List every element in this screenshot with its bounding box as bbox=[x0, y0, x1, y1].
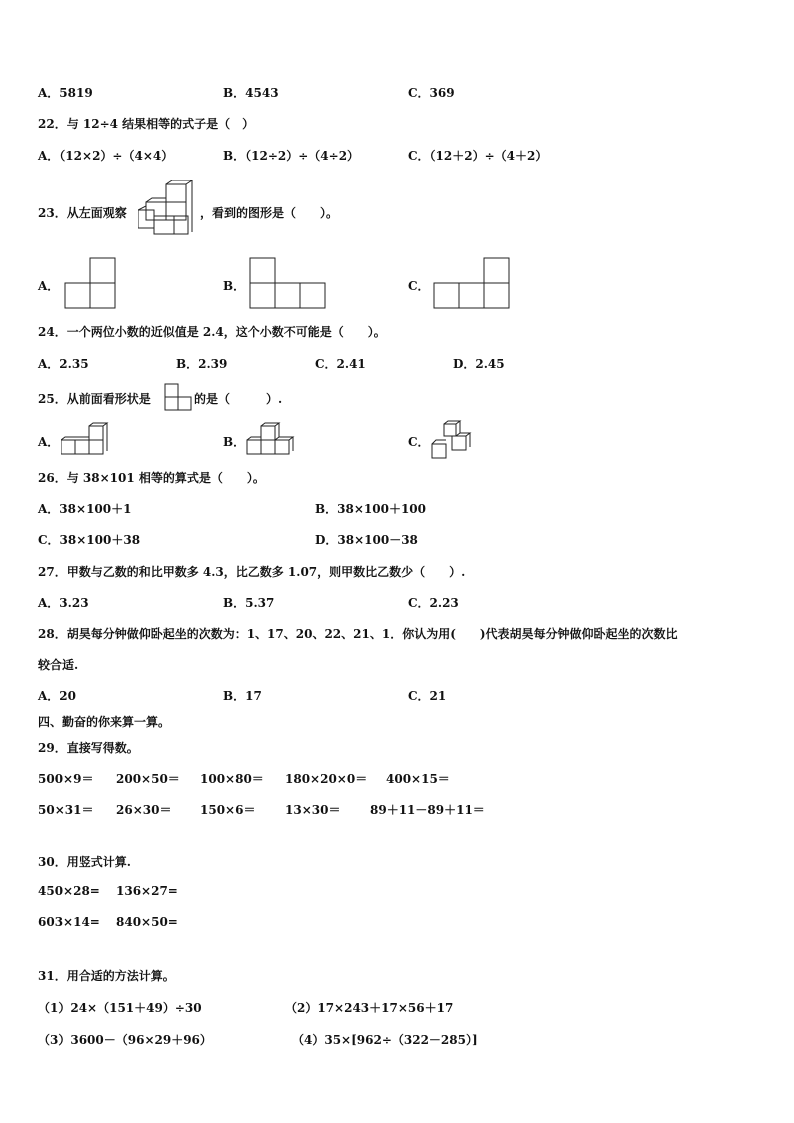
q28-option-a: A．20 bbox=[38, 689, 77, 703]
q29-row2-item: 50×31＝ bbox=[38, 803, 94, 817]
q22-stem: 22．与 12÷4 结果相等的式子是（ ） bbox=[38, 117, 255, 131]
q24-option-c: C．2.41 bbox=[315, 357, 366, 371]
q24-stem: 24．一个两位小数的近似值是 2.4，这个小数不可能是（ ）。 bbox=[38, 325, 386, 339]
q28-option-b: B．17 bbox=[223, 689, 262, 703]
q29-row2-item: 150×6＝ bbox=[200, 803, 256, 817]
q31-item-4: （4）35×[962÷（322－285）] bbox=[292, 1033, 478, 1047]
q26-option-d: D．38×100－38 bbox=[315, 533, 418, 547]
q25-option-b: B． bbox=[223, 435, 246, 449]
q30-row1-item: 450×28= bbox=[38, 884, 100, 898]
q24-option-b: B．2.39 bbox=[176, 357, 228, 371]
q30-row2-item: 840×50= bbox=[116, 915, 178, 929]
q25-option-a-figure bbox=[61, 422, 111, 458]
q30-stem: 30．用竖式计算. bbox=[38, 855, 131, 869]
q29-stem: 29．直接写得数。 bbox=[38, 741, 139, 755]
q23-option-c: C． bbox=[408, 279, 430, 293]
q25-option-a: A． bbox=[38, 435, 60, 449]
q25-front-view-figure bbox=[164, 383, 194, 413]
q31-item-2: （2）17×243＋17×56＋17 bbox=[285, 1001, 454, 1015]
q23-stem-after: ，看到的图形是（ ）。 bbox=[200, 206, 339, 220]
q29-row2-item: 13×30＝ bbox=[285, 803, 341, 817]
q23-option-b-figure bbox=[249, 257, 327, 311]
q21-option-b: B．4543 bbox=[223, 86, 279, 100]
q23-option-a: A． bbox=[38, 279, 60, 293]
q27-stem: 27．甲数与乙数的和比甲数多 4.3，比乙数多 1.07，则甲数比乙数少（ ）. bbox=[38, 565, 466, 579]
q22-option-a: A．（12×2）÷（4×4） bbox=[38, 149, 174, 163]
q26-option-a: A．38×100＋1 bbox=[38, 502, 132, 516]
q28-stem-line2: 较合适. bbox=[38, 658, 79, 672]
q23-option-b: B． bbox=[223, 279, 246, 293]
q27-option-a: A．3.23 bbox=[38, 596, 89, 610]
q26-option-b: B．38×100＋100 bbox=[315, 502, 426, 516]
q28-option-c: C．21 bbox=[408, 689, 447, 703]
q31-item-3: （3）3600－（96×29＋96） bbox=[38, 1033, 212, 1047]
q29-row1-item: 180×20×0＝ bbox=[285, 772, 368, 786]
q26-option-c: C．38×100＋38 bbox=[38, 533, 141, 547]
q25-option-c-figure bbox=[430, 420, 474, 460]
q31-item-1: （1）24×（151＋49）÷30 bbox=[38, 1001, 202, 1015]
q26-stem: 26．与 38×101 相等的算式是（ ）。 bbox=[38, 471, 265, 485]
q23-option-c-figure bbox=[433, 257, 511, 311]
q29-row1-item: 200×50＝ bbox=[116, 772, 180, 786]
q30-row2-item: 603×14= bbox=[38, 915, 100, 929]
q30-row1-item: 136×27= bbox=[116, 884, 178, 898]
q31-stem: 31．用合适的方法计算。 bbox=[38, 969, 175, 983]
q29-row2-item: 26×30＝ bbox=[116, 803, 172, 817]
q23-cube-stack-figure bbox=[138, 180, 200, 240]
q27-option-b: B．5.37 bbox=[223, 596, 275, 610]
q24-option-d: D．2.45 bbox=[453, 357, 505, 371]
q23-stem-before: 23．从左面观察 bbox=[38, 206, 127, 220]
q22-option-b: B．（12÷2）÷（4÷2） bbox=[223, 149, 360, 163]
q25-option-c: C． bbox=[408, 435, 430, 449]
q25-stem-after: 的是（ ）. bbox=[194, 392, 283, 406]
q23-option-a-figure bbox=[64, 257, 118, 311]
q24-option-a: A．2.35 bbox=[38, 357, 89, 371]
q21-option-a: A．5819 bbox=[38, 86, 93, 100]
q29-row1-item: 100×80＝ bbox=[200, 772, 264, 786]
q29-row2-item: 89＋11－89＋11＝ bbox=[370, 803, 485, 817]
q28-stem-line1: 28．胡昊每分钟做仰卧起坐的次数为：1、17、20、22、21、1．你认为用( )代表胡昊每分钟做仰卧起坐的次数比 bbox=[38, 627, 678, 641]
q29-row1-item: 500×9＝ bbox=[38, 772, 94, 786]
section-4-heading: 四、勤奋的你来算一算。 bbox=[38, 715, 171, 729]
q21-option-c: C．369 bbox=[408, 86, 455, 100]
q29-row1-item: 400×15＝ bbox=[386, 772, 450, 786]
q22-option-c: C．（12＋2）÷（4＋2） bbox=[408, 149, 548, 163]
q25-stem-before: 25．从前面看形状是 bbox=[38, 392, 151, 406]
q25-option-b-figure bbox=[245, 422, 297, 458]
q27-option-c: C．2.23 bbox=[408, 596, 459, 610]
